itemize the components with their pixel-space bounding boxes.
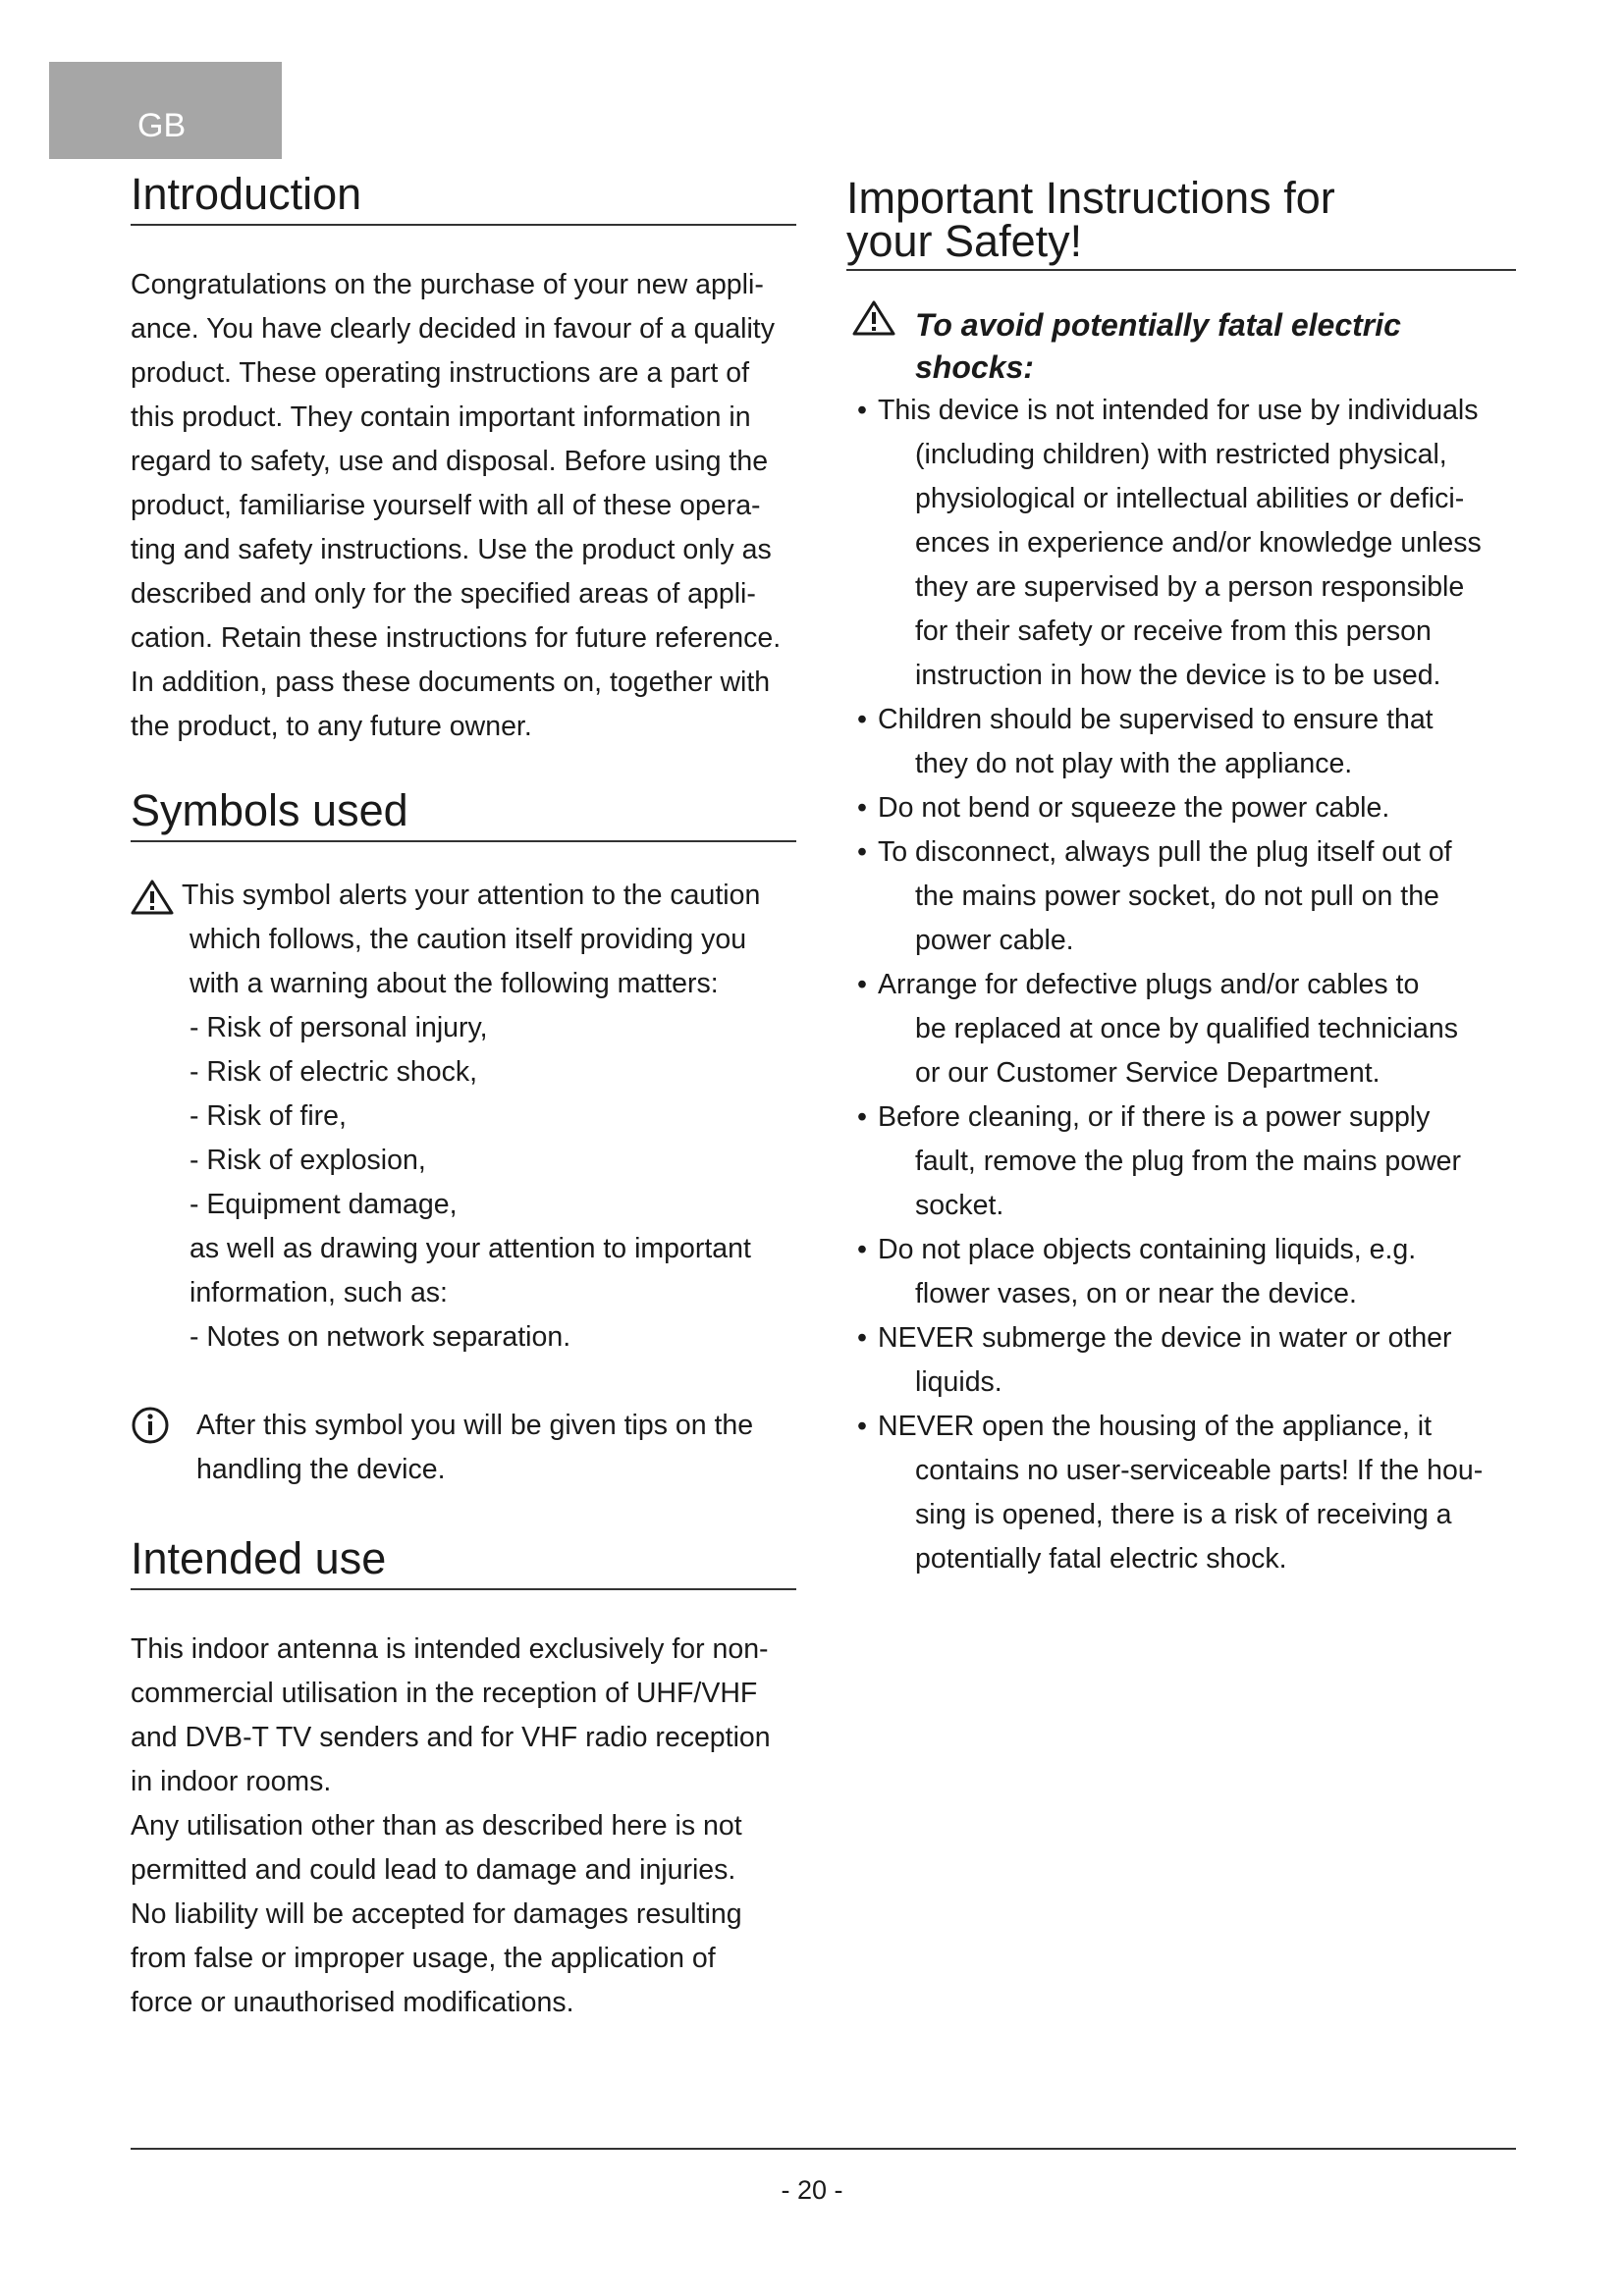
text-line: NEVER open the housing of the appliance, it (878, 1411, 1433, 1442)
text-line: commercial utilisation in the reception of UHF/VHF (131, 1678, 758, 1709)
text-line: - Risk of fire, (189, 1100, 347, 1132)
footer-divider (131, 2148, 1516, 2150)
text-line: No liability will be accepted for damages resulting (131, 1898, 742, 1930)
bullet-icon: • (857, 395, 867, 426)
text-line: Before cleaning, or if there is a power supply (878, 1101, 1431, 1133)
page-number: - 20 - (781, 2175, 843, 2205)
info-icon (131, 1406, 170, 1459)
text-line: fault, remove the plug from the mains power (915, 1146, 1462, 1177)
text-line: permitted and could lead to damage and injuries. (131, 1854, 736, 1886)
text-line: force or unauthorised modifications. (131, 1987, 574, 2018)
warning-icon (852, 300, 895, 341)
text-line: In addition, pass these documents on, together with (131, 667, 771, 698)
text-line: physiological or intellectual abilities or defici- (915, 483, 1465, 514)
list-item (846, 1405, 1516, 1581)
text-line: socket. (915, 1190, 1004, 1221)
text-line: ance. You have clearly decided in favour of a quality (131, 313, 775, 345)
subheading-line: To avoid potentially fatal electric (915, 307, 1401, 343)
bullet-icon: • (857, 1411, 867, 1442)
text-line: information, such as: (189, 1277, 448, 1308)
safety-heading-line: your Safety! (846, 216, 1083, 266)
text-line: To disconnect, always pull the plug itself out of (878, 836, 1452, 868)
bullet-icon: • (857, 836, 867, 868)
safety-section (846, 173, 1516, 1581)
text-line: the product, to any future owner. (131, 711, 532, 742)
text-line: Children should be supervised to ensure that (878, 704, 1434, 735)
text-line: product. These operating instructions are a part of (131, 357, 750, 389)
text-line: or our Customer Service Department. (915, 1057, 1380, 1089)
text-line: potentially fatal electric shock. (915, 1543, 1287, 1575)
text-line: This device is not intended for use by individuals (878, 395, 1479, 426)
text-line: - Risk of explosion, (189, 1145, 426, 1176)
language-label: GB (137, 107, 187, 144)
text-line: Congratulations on the purchase of your new appli- (131, 269, 764, 300)
introduction-body (131, 263, 796, 749)
text-line: sing is opened, there is a risk of receiving a (915, 1499, 1452, 1530)
text-line: Do not place objects containing liquids, e.g. (878, 1234, 1417, 1265)
text-line: product, familiarise yourself with all of these opera- (131, 490, 761, 521)
text-line: from false or improper usage, the application of (131, 1943, 716, 1974)
text-line: with a warning about the following matters: (189, 968, 719, 999)
bullet-icon: • (857, 1234, 867, 1265)
text-line: they do not play with the appliance. (915, 748, 1353, 779)
text-line: Do not bend or squeeze the power cable. (878, 792, 1390, 824)
language-tab (49, 62, 282, 159)
symbols-heading: Symbols used (131, 788, 796, 842)
list-item (846, 1228, 1516, 1316)
text-line: the mains power socket, do not pull on the (915, 881, 1439, 912)
text-line: be replaced at once by qualified technicians (915, 1013, 1458, 1044)
text-line: contains no user-serviceable parts! If the hou- (915, 1455, 1484, 1486)
text-line: for their safety or receive from this person (915, 615, 1432, 647)
text-line: This symbol alerts your attention to the caution (182, 880, 761, 911)
list-item (846, 698, 1516, 786)
text-line: ting and safety instructions. Use the product only as (131, 534, 772, 565)
intended-use-section (131, 1533, 796, 2025)
text-line: described and only for the specified areas of appli- (131, 578, 756, 610)
text-line: in indoor rooms. (131, 1766, 332, 1797)
introduction-section (131, 169, 796, 749)
subheading-line: shocks: (915, 349, 1034, 385)
text-line: instruction in how the device is to be used. (915, 660, 1441, 691)
intended-use-heading: Intended use (131, 1536, 796, 1590)
list-item (846, 389, 1516, 698)
text-line: power cable. (915, 925, 1074, 956)
text-line: This indoor antenna is intended exclusively for non- (131, 1633, 769, 1665)
text-line: handling the device. (196, 1454, 446, 1485)
text-line: ences in experience and/or knowledge unless (915, 527, 1482, 559)
list-item (846, 830, 1516, 963)
text-line: - Risk of electric shock, (189, 1056, 477, 1088)
safety-subheading (846, 304, 1516, 389)
text-line: this product. They contain important information in (131, 401, 751, 433)
symbols-section (131, 785, 796, 1492)
warning-icon (131, 880, 174, 929)
bullet-icon: • (857, 1322, 867, 1354)
safety-heading-line: Important Instructions for (846, 173, 1335, 223)
bullet-icon: • (857, 704, 867, 735)
text-line: NEVER submerge the device in water or other (878, 1322, 1452, 1354)
info-symbol-block (131, 1404, 796, 1492)
text-line: which follows, the caution itself providing you (189, 924, 747, 955)
list-item (846, 963, 1516, 1095)
text-line: - Risk of personal injury, (189, 1012, 488, 1043)
intended-use-body (131, 1628, 796, 2025)
text-line: Arrange for defective plugs and/or cables to (878, 969, 1420, 1000)
text-line: - Notes on network separation. (189, 1321, 571, 1353)
text-line: they are supervised by a person responsible (915, 571, 1465, 603)
safety-heading (846, 173, 1516, 271)
safety-subheading-block (846, 304, 1516, 389)
text-line: liquids. (915, 1366, 1002, 1398)
bullet-icon: • (857, 1101, 867, 1133)
introduction-heading: Introduction (131, 172, 796, 226)
text-line: cation. Retain these instructions for future reference. (131, 622, 782, 654)
text-line: After this symbol you will be given tips on the (196, 1410, 754, 1441)
text-line: (including children) with restricted physical, (915, 439, 1447, 470)
bullet-icon: • (857, 969, 867, 1000)
text-line: - Equipment damage, (189, 1189, 458, 1220)
text-line: regard to safety, use and disposal. Before using the (131, 446, 769, 477)
bullet-icon: • (857, 792, 867, 824)
text-line: as well as drawing your attention to important (189, 1233, 751, 1264)
text-line: and DVB-T TV senders and for VHF radio reception (131, 1722, 771, 1753)
safety-bullet-list (846, 389, 1516, 1581)
warning-symbol-block (131, 874, 796, 1360)
list-item (846, 1095, 1516, 1228)
text-line: Any utilisation other than as described here is not (131, 1810, 742, 1842)
text-line: flower vases, on or near the device. (915, 1278, 1357, 1309)
list-item (846, 786, 1516, 830)
list-item (846, 1316, 1516, 1405)
